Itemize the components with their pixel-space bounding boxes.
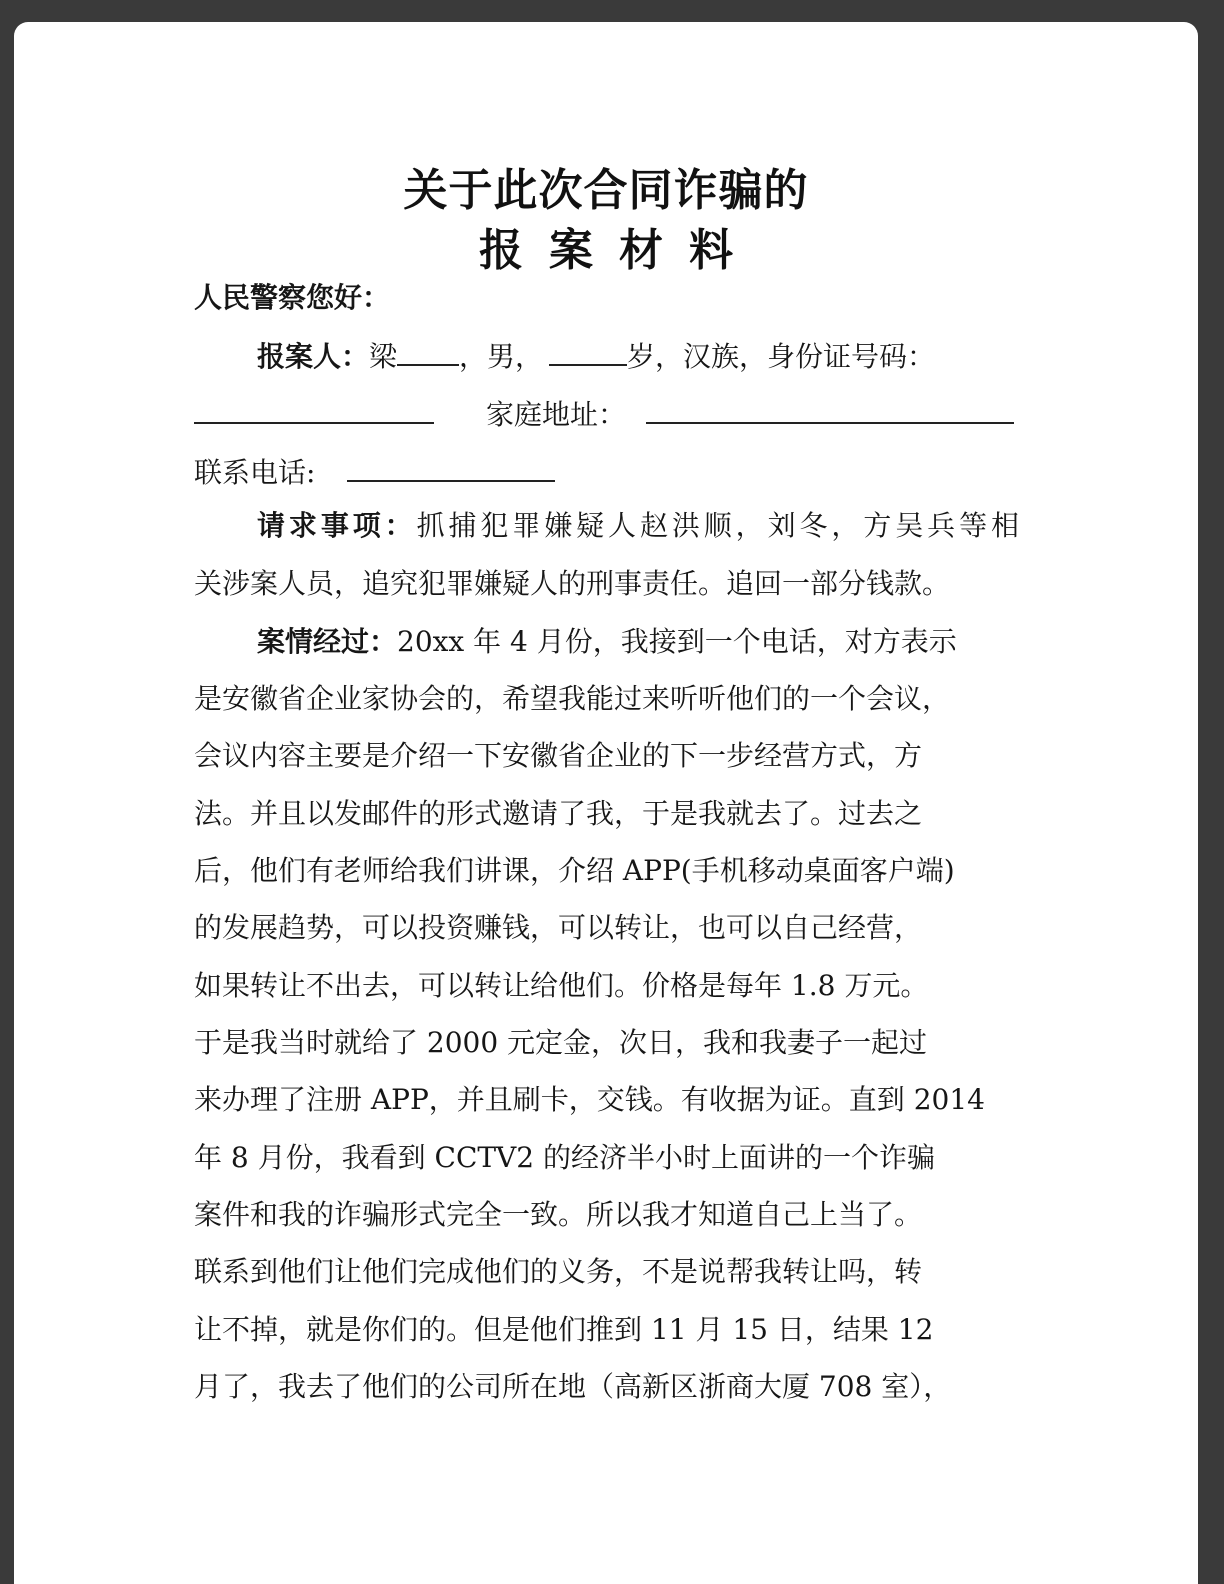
case-line: 案件和我的诈骗形式完全一致。所以我才知道自己上当了。	[194, 1198, 923, 1231]
request-line-1	[257, 506, 1019, 546]
document-title: 关于此次合同诈骗的	[403, 165, 809, 216]
reporter-surname: 梁	[369, 340, 398, 373]
salutation: 人民警察您好：	[194, 281, 391, 314]
phone-blank	[347, 450, 555, 482]
address-blank	[646, 392, 1014, 424]
reporter-line	[257, 334, 1107, 377]
reporter-label: 报案人：	[257, 340, 370, 373]
case-line: 让不掉，就是你们的。但是他们推到 11 月 15 日，结果 12	[194, 1313, 934, 1346]
case-line: 年 8 月份，我看到 CCTV2 的经济半小时上面讲的一个诈骗	[194, 1141, 935, 1174]
name-blank	[397, 334, 459, 366]
reporter-age-suffix: 岁，汉族，身份证号码：	[627, 340, 936, 373]
address-line	[194, 392, 1044, 435]
case-text-1: 20xx 年 4 月份，我接到一个电话，对方表示	[397, 625, 957, 658]
case-line: 于是我当时就给了 2000 元定金，次日，我和我妻子一起过	[194, 1026, 928, 1059]
case-line: 来办理了注册 APP，并且刷卡，交钱。有收据为证。直到 2014	[194, 1083, 985, 1116]
phone-label: 联系电话:	[194, 456, 316, 489]
case-line: 法。并且以发邮件的形式邀请了我，于是我就去了。过去之	[194, 797, 923, 830]
case-label: 案情经过：	[257, 625, 398, 658]
case-line: 的发展趋势，可以投资赚钱，可以转让，也可以自己经营，	[194, 911, 923, 944]
phone-line	[194, 450, 1044, 493]
case-line: 联系到他们让他们完成他们的义务，不是说帮我转让吗，转	[194, 1255, 923, 1288]
request-text-1: 抓捕犯罪嫌疑人赵洪顺，刘冬，方吴兵等相	[416, 509, 1019, 542]
case-line: 月了，我去了他们的公司所在地（高新区浙商大厦 708 室），	[194, 1370, 952, 1403]
address-label: 家庭地址：	[486, 398, 627, 431]
request-line-2: 关涉案人员，追究犯罪嫌疑人的刑事责任。追回一部分钱款。	[194, 567, 951, 600]
document-subtitle: 报案材料	[479, 225, 759, 276]
case-line: 后，他们有老师给我们讲课，介绍 APP(手机移动桌面客户端)	[194, 854, 955, 887]
id-number-blank	[194, 392, 434, 424]
request-label: 请求事项：	[257, 509, 417, 542]
case-line: 会议内容主要是介绍一下安徽省企业的下一步经营方式，方	[194, 739, 923, 772]
case-line: 是安徽省企业家协会的，希望我能过来听听他们的一个会议，	[194, 682, 951, 715]
reporter-gender: ，男，	[459, 340, 544, 373]
case-line-1	[257, 622, 1107, 662]
age-blank	[549, 334, 627, 366]
document-page	[14, 22, 1198, 1584]
case-line: 如果转让不出去，可以转让给他们。价格是每年 1.8 万元。	[194, 969, 929, 1002]
